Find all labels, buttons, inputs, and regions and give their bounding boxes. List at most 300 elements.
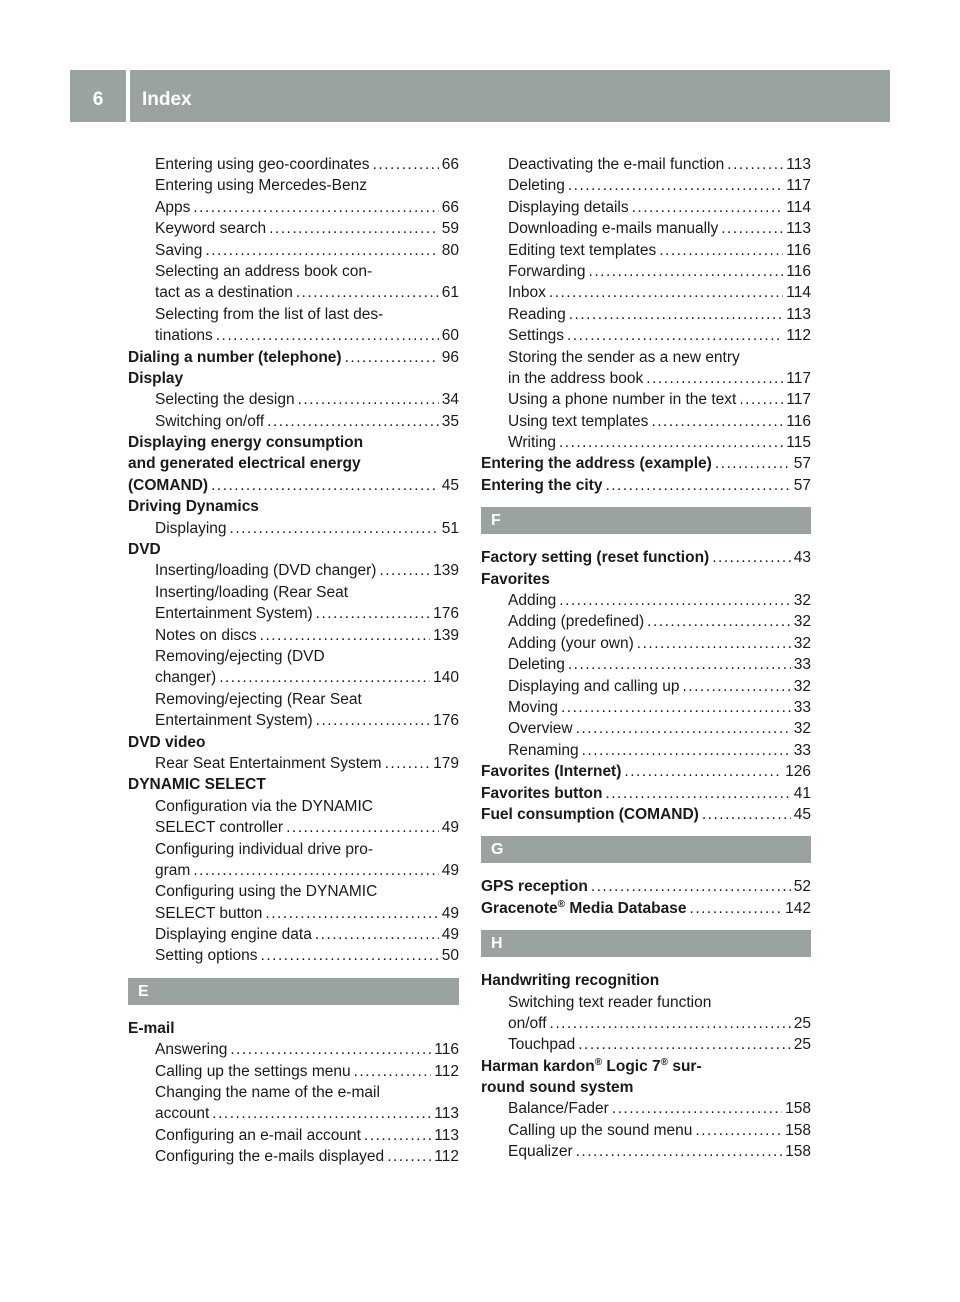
index-subentry (481, 1120, 811, 1141)
dot-leader (379, 560, 430, 581)
index-subentry (481, 240, 811, 261)
dot-leader (690, 898, 783, 919)
index-subentry (128, 945, 459, 966)
dot-leader (568, 175, 783, 196)
entry-text: Adding (508, 592, 557, 610)
page-reference: 59 (441, 220, 459, 238)
entry-text: Deleting (508, 656, 565, 674)
entry-text: Displaying energy consumption (128, 434, 364, 452)
page-reference: 158 (785, 1143, 811, 1161)
index-entry (481, 453, 811, 474)
index-subentry (128, 603, 459, 624)
dot-leader (211, 475, 439, 496)
index-subentry (128, 582, 459, 603)
page-reference: 33 (793, 698, 811, 716)
page-reference: 114 (786, 284, 811, 302)
entry-text: Keyword search (155, 220, 267, 238)
page-reference: 32 (793, 720, 811, 738)
entry-text: Rear Seat Entertainment System (155, 754, 382, 772)
index-subentry (128, 1039, 459, 1060)
entry-text: Adding (your own) (508, 634, 634, 652)
dot-leader (298, 389, 439, 410)
entry-text: (COMAND) (128, 476, 209, 494)
entry-text: Settings (508, 327, 565, 345)
entry-text: and generated electrical energy (128, 455, 361, 473)
entry-text: Adding (predefined) (508, 613, 645, 631)
entry-text: Removing/ejecting (DVD (155, 647, 325, 665)
entry-text: Overview (508, 720, 573, 738)
index-subentry (128, 924, 459, 945)
index-column-left (128, 154, 459, 1168)
dot-leader (651, 411, 783, 432)
dot-leader (286, 817, 439, 838)
page-number: 6 (92, 89, 104, 110)
entry-text: Changing the name of the e-mail (155, 1084, 380, 1102)
page-reference: 113 (786, 156, 811, 173)
dot-leader (682, 676, 790, 697)
page-reference: 49 (441, 904, 459, 922)
index-subentry (481, 697, 811, 718)
page-reference: 52 (793, 878, 811, 896)
entry-text: Editing text templates (508, 241, 657, 259)
dot-leader (568, 654, 791, 675)
index-subentry (481, 1034, 811, 1055)
dot-leader (712, 547, 791, 568)
dot-leader (605, 475, 790, 496)
dot-leader (385, 753, 431, 774)
index-subentry (481, 197, 811, 218)
index-column-right (481, 154, 811, 1163)
entry-text: Renaming (508, 741, 579, 759)
page-reference: 57 (793, 455, 811, 473)
index-subentry (481, 368, 811, 389)
page-reference: 113 (786, 220, 811, 238)
header-divider (126, 70, 130, 122)
index-subentry (128, 411, 459, 432)
dot-leader (354, 1061, 432, 1082)
entry-text: Harman kardon® Logic 7® sur- (481, 1056, 702, 1075)
index-entry (481, 475, 811, 496)
entry-text: Balance/Fader (508, 1100, 609, 1118)
index-entry (128, 539, 459, 560)
page-header (70, 70, 890, 122)
index-subentry (481, 218, 811, 239)
index-subentry (481, 992, 811, 1013)
entry-text: Equalizer (508, 1143, 573, 1161)
entry-text: Selecting from the list of last des- (155, 305, 384, 323)
dot-leader (569, 304, 784, 325)
index-subentry (128, 903, 459, 924)
entry-text: DYNAMIC SELECT (128, 776, 266, 794)
entry-text: Dialing a number (telephone) (128, 348, 342, 366)
entry-text: Reading (508, 305, 566, 323)
entry-text: Configuring individual drive pro- (155, 840, 373, 858)
index-entry (128, 1018, 459, 1039)
index-subentry (481, 347, 811, 368)
entry-text: SELECT controller (155, 819, 284, 837)
entry-text: Displaying details (508, 198, 629, 216)
index-subentry (128, 261, 459, 282)
index-subentry (128, 753, 459, 774)
entry-text: Switching text reader function (508, 993, 712, 1011)
index-subentry (128, 1146, 459, 1167)
entry-text: Favorites (481, 570, 550, 588)
section-letter-g: G (481, 836, 811, 863)
dot-leader (296, 282, 439, 303)
entry-text: on/off (508, 1014, 547, 1032)
entry-text: Entering using geo-coordinates (155, 156, 370, 173)
index-subentry (481, 654, 811, 675)
index-subentry (481, 389, 811, 410)
index-subentry (481, 175, 811, 196)
dot-leader (205, 240, 438, 261)
index-subentry (481, 740, 811, 761)
page-reference: 117 (786, 177, 811, 195)
page-reference: 25 (793, 1036, 811, 1054)
entry-text: Saving (155, 241, 203, 259)
index-entry (128, 732, 459, 753)
page-reference: 50 (441, 947, 459, 965)
index-subentry (481, 304, 811, 325)
entry-text: Gracenote® Media Database (481, 898, 687, 917)
index-subentry (128, 646, 459, 667)
index-subentry (128, 518, 459, 539)
page-reference: 43 (793, 549, 811, 567)
entry-text: Calling up the settings menu (155, 1062, 351, 1080)
page-reference: 80 (441, 241, 459, 259)
entry-text: Removing/ejecting (Rear Seat (155, 690, 362, 708)
page-reference: 66 (441, 156, 459, 173)
page-reference: 51 (441, 519, 459, 537)
page-reference: 32 (793, 677, 811, 695)
page-reference: 112 (434, 1062, 459, 1080)
page-reference: 25 (793, 1014, 811, 1032)
index-subentry (128, 625, 459, 646)
index-entry (128, 774, 459, 795)
entry-text: round sound system (481, 1079, 634, 1097)
page-reference: 60 (441, 327, 459, 345)
dot-leader (715, 453, 791, 474)
index-entry (481, 761, 811, 782)
entry-text: Downloading e-mails manually (508, 220, 719, 238)
page-reference: 32 (793, 592, 811, 610)
page-reference: 179 (433, 754, 459, 772)
page-reference: 45 (441, 476, 459, 494)
page-reference: 116 (786, 412, 811, 430)
entry-text: Selecting an address book con- (155, 262, 373, 280)
index-entry (481, 804, 811, 825)
dot-leader (316, 710, 430, 731)
index-subentry (128, 389, 459, 410)
index-entry (481, 970, 811, 991)
entry-text: Writing (508, 434, 556, 452)
index-subentry (481, 633, 811, 654)
page-reference: 49 (441, 926, 459, 944)
section-letter-f: F (481, 507, 811, 534)
entry-text: Storing the sender as a new entry (508, 348, 740, 366)
entry-text: Configuring using the DYNAMIC (155, 883, 378, 901)
page-reference: 176 (433, 605, 459, 623)
entry-text: Notes on discs (155, 626, 257, 644)
dot-leader (315, 924, 439, 945)
index-subentry (481, 611, 811, 632)
entry-text: account (155, 1105, 210, 1123)
entry-text: Entertainment System) (155, 605, 313, 623)
page-reference: 116 (786, 241, 811, 259)
dot-leader (316, 603, 430, 624)
dot-leader (576, 718, 791, 739)
page-reference: 49 (441, 861, 459, 879)
index-subentry (128, 282, 459, 303)
page-reference: 112 (434, 1148, 459, 1166)
entry-text: DVD (128, 541, 161, 559)
index-subentry (128, 154, 459, 175)
dot-leader (216, 325, 439, 346)
page-reference: 158 (785, 1121, 811, 1139)
dot-leader (612, 1098, 782, 1119)
entry-text: Answering (155, 1041, 228, 1059)
index-subentry (481, 1141, 811, 1162)
entry-text: Displaying engine data (155, 926, 312, 944)
entry-text: Forwarding (508, 262, 586, 280)
entry-text: Entering the city (481, 476, 603, 494)
index-subentry (481, 432, 811, 453)
index-subentry (481, 261, 811, 282)
index-subentry (128, 860, 459, 881)
dot-leader (219, 667, 430, 688)
dot-leader (559, 590, 790, 611)
entry-text: tinations (155, 327, 213, 345)
dot-leader (550, 1013, 791, 1034)
entry-text: Fuel consumption (COMAND) (481, 805, 699, 823)
entry-text: SELECT button (155, 904, 263, 922)
page-reference: 113 (434, 1105, 459, 1123)
entry-text: Factory setting (reset function) (481, 549, 710, 567)
page-reference: 113 (786, 305, 811, 323)
page-reference: 142 (785, 899, 811, 917)
page-reference: 139 (433, 626, 459, 644)
index-subentry (128, 796, 459, 817)
entry-text: Inbox (508, 284, 546, 302)
index-entry (128, 475, 459, 496)
page-reference: 61 (441, 284, 459, 302)
dot-leader (591, 876, 791, 897)
index-subentry (481, 1013, 811, 1034)
entry-text: in the address book (508, 369, 644, 387)
dot-leader (647, 611, 791, 632)
dot-leader (624, 761, 782, 782)
entry-text: Configuring the e-mails displayed (155, 1148, 385, 1166)
dot-leader (267, 411, 439, 432)
entry-text: Display (128, 369, 184, 387)
dot-leader (727, 154, 783, 175)
index-subentry (128, 175, 459, 196)
dot-leader (559, 432, 783, 453)
index-subentry (128, 1125, 459, 1146)
entry-text: changer) (155, 669, 217, 687)
entry-text: Favorites button (481, 784, 603, 802)
index-entry (481, 783, 811, 804)
index-entry (481, 876, 811, 897)
section-letter-h: H (481, 930, 811, 957)
page-reference: 34 (441, 391, 459, 409)
page-reference: 114 (786, 198, 811, 216)
entry-text: Favorites (Internet) (481, 763, 622, 781)
dot-leader (646, 368, 783, 389)
page-reference: 32 (793, 634, 811, 652)
dot-leader (261, 945, 439, 966)
dot-leader (605, 783, 790, 804)
dot-leader (230, 1039, 431, 1060)
entry-text: Configuration via the DYNAMIC (155, 797, 373, 815)
index-entry (128, 453, 459, 474)
entry-text: Moving (508, 698, 558, 716)
entry-text: Selecting the design (155, 391, 295, 409)
dot-leader (373, 154, 439, 175)
page-reference: 139 (433, 562, 459, 580)
dot-leader (582, 740, 791, 761)
page-reference: 113 (434, 1126, 459, 1144)
dot-leader (193, 197, 438, 218)
entry-text: Using text templates (508, 412, 649, 430)
dot-leader (739, 389, 783, 410)
dot-leader (576, 1141, 783, 1162)
page-reference: 158 (785, 1100, 811, 1118)
page-reference: 33 (793, 656, 811, 674)
entry-text: Driving Dynamics (128, 498, 259, 516)
entry-text: Handwriting recognition (481, 972, 660, 990)
page-reference: 32 (793, 613, 811, 631)
page-reference: 45 (793, 805, 811, 823)
index-entry (481, 898, 811, 919)
index-entry (481, 547, 811, 568)
entry-text: DVD video (128, 733, 206, 751)
dot-leader (549, 282, 783, 303)
index-subentry (128, 560, 459, 581)
page-reference: 41 (793, 784, 811, 802)
entry-text: Displaying (155, 519, 227, 537)
page-reference: 116 (434, 1041, 459, 1059)
entry-text: Configuring an e-mail account (155, 1126, 361, 1144)
index-subentry (481, 718, 811, 739)
dot-leader (265, 903, 438, 924)
dot-leader (364, 1125, 431, 1146)
dot-leader (269, 218, 439, 239)
dot-leader (567, 325, 783, 346)
index-subentry (128, 240, 459, 261)
entry-text: Entertainment System) (155, 712, 313, 730)
index-entry (481, 1056, 811, 1077)
index-subentry (128, 304, 459, 325)
entry-text: Deleting (508, 177, 565, 195)
entry-text: Displaying and calling up (508, 677, 680, 695)
index-subentry (481, 1098, 811, 1119)
page-reference: 66 (441, 198, 459, 216)
index-entry (128, 368, 459, 389)
page-title: Index (142, 89, 192, 110)
dot-leader (702, 804, 791, 825)
dot-leader (345, 347, 439, 368)
index-subentry (481, 282, 811, 303)
entry-text: Entering using Mercedes-Benz (155, 177, 367, 195)
page-reference: 117 (786, 369, 811, 387)
dot-leader (387, 1146, 431, 1167)
index-subentry (481, 325, 811, 346)
index-subentry (481, 676, 811, 697)
index-subentry (481, 590, 811, 611)
entry-text: Touchpad (508, 1036, 576, 1054)
page-reference: 57 (793, 476, 811, 494)
index-subentry (128, 839, 459, 860)
index-subentry (128, 325, 459, 346)
index-subentry (128, 667, 459, 688)
index-subentry (128, 881, 459, 902)
page-reference: 33 (793, 741, 811, 759)
page-reference: 49 (441, 819, 459, 837)
index-subentry (128, 1082, 459, 1103)
entry-text: Setting options (155, 947, 258, 965)
dot-leader (659, 240, 783, 261)
dot-leader (212, 1103, 431, 1124)
index-entry (481, 569, 811, 590)
index-subentry (128, 1103, 459, 1124)
entry-text: tact as a destination (155, 284, 293, 302)
index-entry (481, 1077, 811, 1098)
index-subentry (128, 710, 459, 731)
section-letter-e: E (128, 978, 459, 1005)
entry-text: Inserting/loading (DVD changer) (155, 562, 377, 580)
dot-leader (695, 1120, 782, 1141)
dot-leader (230, 518, 439, 539)
index-entry (128, 432, 459, 453)
entry-text: Apps (155, 198, 191, 216)
index-entry (128, 496, 459, 517)
dot-leader (721, 218, 783, 239)
index-subentry (481, 154, 811, 175)
dot-leader (637, 633, 791, 654)
page-reference: 115 (786, 434, 811, 452)
page-reference: 176 (433, 712, 459, 730)
page-reference: 35 (441, 412, 459, 430)
page-reference: 116 (786, 262, 811, 280)
dot-leader (260, 625, 430, 646)
index-subentry (128, 197, 459, 218)
page-reference: 112 (786, 327, 811, 345)
dot-leader (632, 197, 784, 218)
dot-leader (589, 261, 784, 282)
page-reference: 140 (433, 669, 459, 687)
index-subentry (481, 411, 811, 432)
dot-leader (193, 860, 438, 881)
page-reference: 117 (786, 391, 811, 409)
index-entry (128, 347, 459, 368)
entry-text: Entering the address (example) (481, 455, 712, 473)
index-subentry (128, 689, 459, 710)
entry-text: Calling up the sound menu (508, 1121, 693, 1139)
entry-text: Switching on/off (155, 412, 265, 430)
dot-leader (561, 697, 791, 718)
index-subentry (128, 1061, 459, 1082)
dot-leader (578, 1034, 791, 1055)
entry-text: E-mail (128, 1019, 175, 1037)
entry-text: GPS reception (481, 878, 588, 896)
index-subentry (128, 817, 459, 838)
index-subentry (128, 218, 459, 239)
entry-text: Inserting/loading (Rear Seat (155, 583, 349, 601)
entry-text: Using a phone number in the text (508, 391, 737, 409)
entry-text: Deactivating the e-mail function (508, 156, 725, 173)
page-reference: 96 (441, 348, 459, 366)
